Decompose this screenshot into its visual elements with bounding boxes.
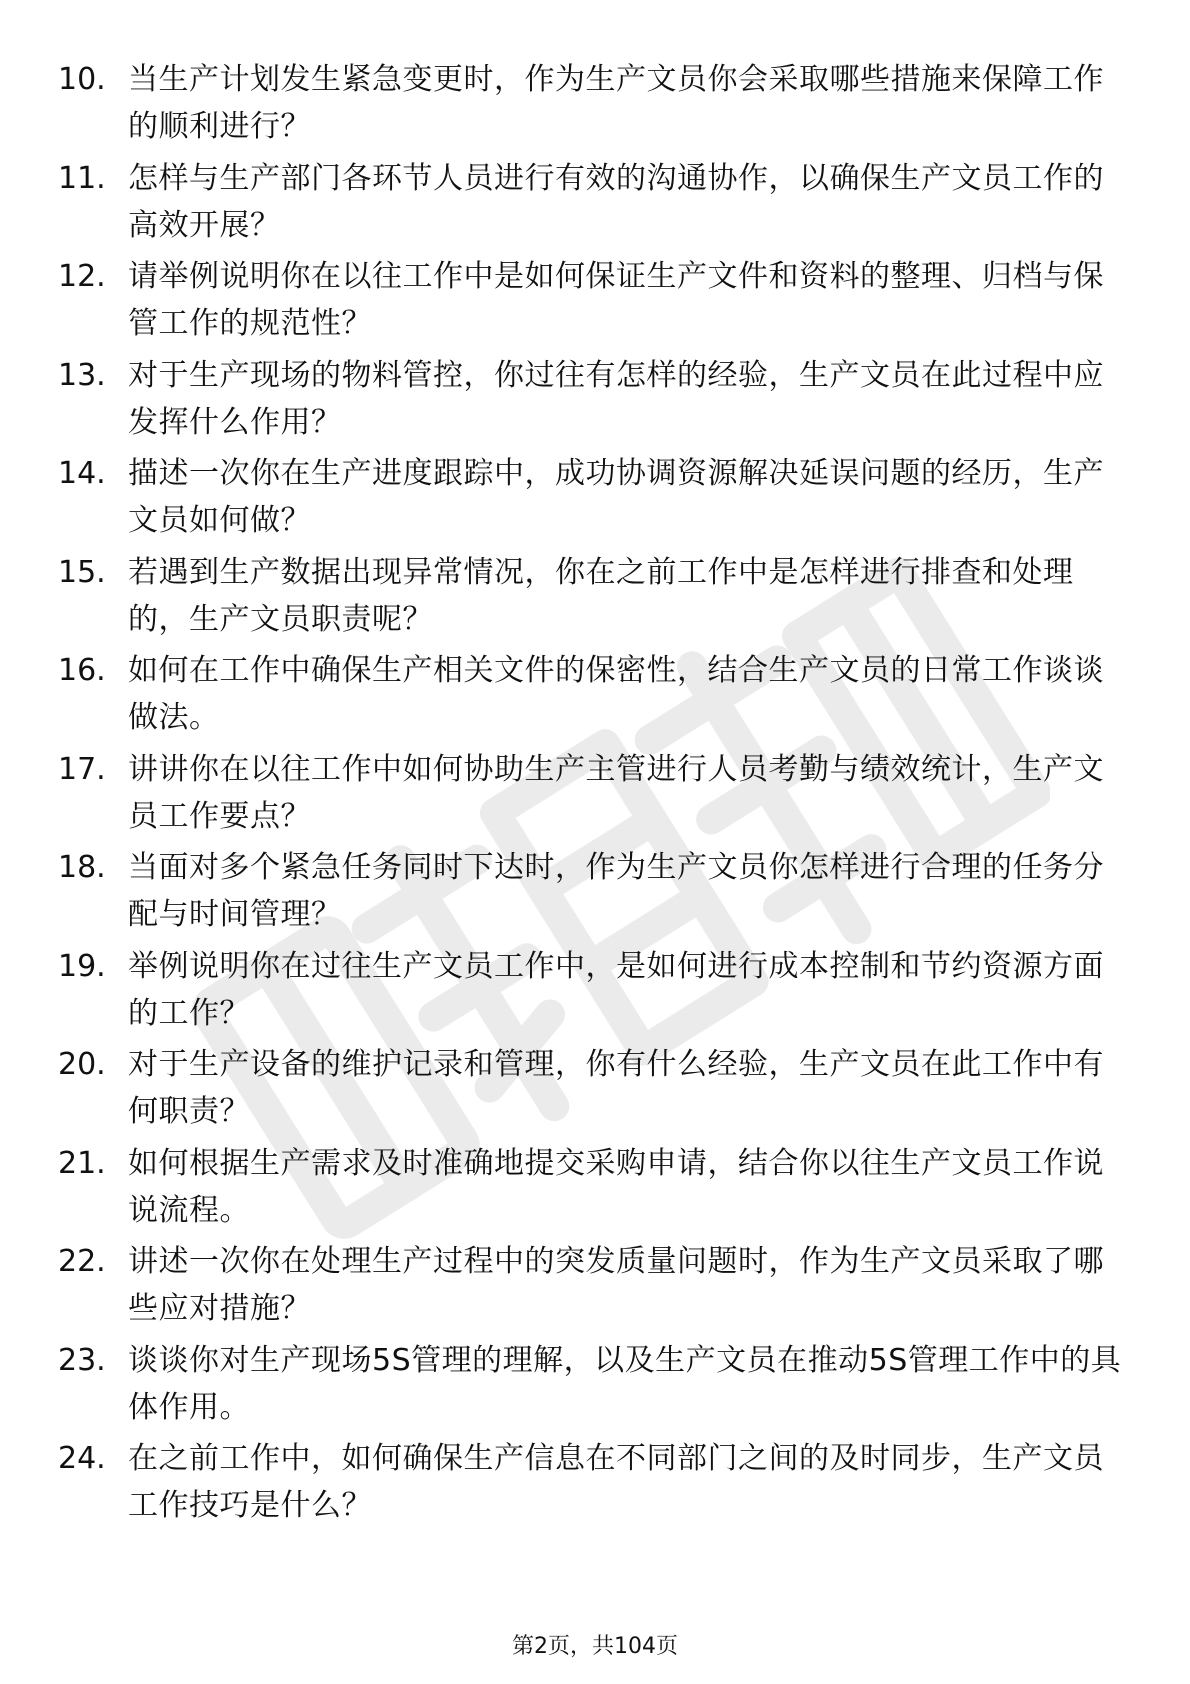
question-text: 如何在工作中确保生产相关文件的保密性，结合生产文员的日常工作谈谈做法。 [128,653,1104,735]
question-text: 谈谈你对生产现场5S管理的理解，以及生产文员在推动5S管理工作中的具体作用。 [128,1342,1122,1425]
question-text: 描述一次你在生产进度跟踪中，成功协调资源解决延误问题的经历，生产文员如何做？ [128,456,1104,538]
list-item [58,1337,1138,1436]
question-number: 12. [58,259,106,294]
question-text: 当生产计划发生紧急变更时，作为生产文员你会采取哪些措施来保障工作的顺利进行？ [128,62,1104,144]
question-list [58,56,1138,1534]
question-number: 19. [58,948,106,984]
question-number: 17. [58,751,106,787]
question-number: 20. [58,1047,106,1082]
list-item [58,1435,1138,1534]
question-text: 在之前工作中，如何确保生产信息在不同部门之间的及时同步，生产文员工作技巧是什么？ [128,1441,1104,1523]
question-number: 16. [58,653,106,688]
question-number: 10. [58,62,106,97]
question-text: 怎样与生产部门各环节人员进行有效的沟通协作，以确保生产文员工作的高效开展？ [128,160,1104,243]
question-number: 13. [58,357,106,393]
list-item [58,844,1138,943]
list-item [58,746,1138,845]
question-number: 22. [58,1244,106,1279]
list-item [58,549,1138,648]
question-text: 当面对多个紧急任务同时下达时，作为生产文员你怎样进行合理的任务分配与时间管理？ [128,850,1104,932]
list-item [58,253,1138,352]
list-item [58,943,1138,1042]
list-item [58,155,1138,254]
question-number: 14. [58,456,106,491]
list-item [58,1140,1138,1239]
question-text: 请举例说明你在以往工作中是如何保证生产文件和资料的整理、归档与保管工作的规范性？ [128,259,1104,341]
question-number: 21. [58,1145,106,1181]
list-item [58,56,1138,155]
question-text: 讲述一次你在处理生产过程中的突发质量问题时，作为生产文员采取了哪些应对措施？ [128,1244,1104,1326]
list-item [58,1238,1138,1337]
question-number: 23. [58,1342,106,1378]
question-text: 若遇到生产数据出现异常情况，你在之前工作中是怎样进行排查和处理的，生产文员职责呢？ [128,554,1074,637]
question-text: 如何根据生产需求及时准确地提交采购申请，结合你以往生产文员工作说说流程。 [128,1145,1104,1228]
list-item [58,352,1138,451]
question-text: 举例说明你在过往生产文员工作中，是如何进行成本控制和节约资源方面的工作？ [128,948,1104,1031]
question-number: 15. [58,554,106,590]
question-text: 对于生产设备的维护记录和管理，你有什么经验，生产文员在此工作中有何职责？ [128,1047,1104,1129]
list-item [58,450,1138,549]
question-number: 24. [58,1441,106,1476]
question-number: 18. [58,850,106,885]
question-text: 讲讲你在以往工作中如何协助生产主管进行人员考勤与绩效统计，生产文员工作要点？ [128,751,1104,834]
list-item [58,1041,1138,1140]
question-number: 11. [58,160,106,196]
list-item [58,647,1138,746]
question-text: 对于生产现场的物料管控，你过往有怎样的经验，生产文员在此过程中应发挥什么作用？ [128,357,1104,440]
page-footer: 第2页，共104页 [512,1634,678,1659]
